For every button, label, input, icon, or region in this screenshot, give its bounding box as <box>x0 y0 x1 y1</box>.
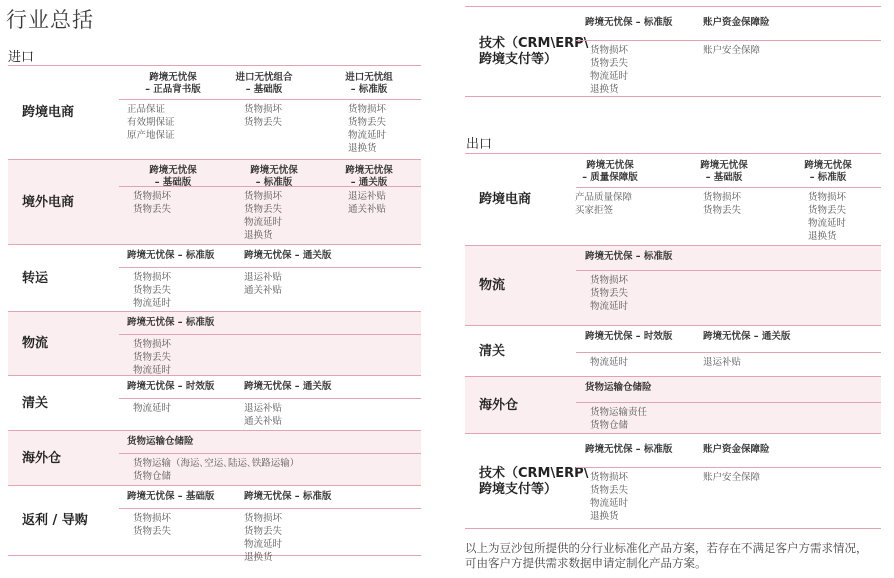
row-category-line: 跨境电商 <box>479 192 532 207</box>
product-header-line: – 基础版 <box>245 84 283 95</box>
coverage-item: 物流延时 <box>133 403 172 414</box>
row-category-line: 技术（CRM\ERP\ <box>479 465 589 481</box>
coverage-list <box>590 406 647 432</box>
product-header-line: 跨境无忧保 – 时效版 <box>585 331 673 342</box>
header-divider <box>576 40 881 41</box>
row-category-line: 清关 <box>22 395 49 411</box>
import-table <box>8 65 421 563</box>
page-title: 行业总括 <box>6 8 94 32</box>
coverage-list <box>133 457 299 483</box>
header-divider <box>119 508 421 509</box>
product-header-line: 跨境无忧保 – 标准版 <box>585 251 673 262</box>
coverage-list <box>590 44 628 96</box>
coverage-item: 账户安全保障 <box>703 472 761 483</box>
row-category-line: 转运 <box>22 270 49 286</box>
coverage-item: 货物丢失 <box>133 352 172 363</box>
product-header-line: – 通关版 <box>350 177 388 188</box>
product-header <box>664 160 784 184</box>
export-section-label: 出口 <box>466 137 493 152</box>
product-header-line: 货物运输仓储险 <box>585 382 652 393</box>
coverage-item: 货物损坏 <box>244 104 283 115</box>
coverage-item: 货物丢失 <box>133 526 172 537</box>
table-row <box>465 7 881 97</box>
coverage-item: 货物丢失 <box>590 485 629 496</box>
header-divider <box>576 187 881 188</box>
product-header-line: 跨境无忧保 – 通关版 <box>703 331 791 342</box>
header-divider <box>119 453 421 454</box>
coverage-list <box>808 191 846 243</box>
row-category <box>22 336 48 352</box>
product-header-line: 账户资金保障险 <box>703 17 770 28</box>
coverage-list <box>590 471 628 523</box>
coverage-item: 货物损坏 <box>133 191 172 202</box>
coverage-item: 物流延时 <box>590 498 629 509</box>
table-row <box>465 434 881 529</box>
coverage-item: 货物损坏 <box>590 275 629 286</box>
table-row <box>465 154 881 246</box>
coverage-item: 货物损坏 <box>244 513 283 524</box>
row-category-line: 技术（CRM\ERP\ <box>479 36 589 51</box>
row-category <box>22 513 88 529</box>
row-category <box>22 271 48 287</box>
coverage-item: 物流延时 <box>590 357 629 368</box>
coverage-list <box>348 190 386 216</box>
row-category <box>479 36 588 68</box>
product-header-line: 跨境无忧保 – 基础版 <box>127 491 215 502</box>
row-category <box>479 398 518 414</box>
coverage-item: 退换货 <box>808 231 837 242</box>
product-header-line: – 标准版 <box>255 177 293 188</box>
header-divider <box>119 398 421 399</box>
coverage-item: 产品质量保障 <box>575 192 633 203</box>
export-table <box>465 153 881 529</box>
coverage-item: 物流延时 <box>590 71 629 82</box>
coverage-item: 货物损坏 <box>590 45 629 56</box>
coverage-item: 货物丢失 <box>244 117 283 128</box>
product-header-line: – 标准版 <box>350 84 388 95</box>
import-section-label: 进口 <box>8 50 35 65</box>
coverage-item: 正品保证 <box>127 104 166 115</box>
product-header-line: 跨境无忧保 – 时效版 <box>127 381 215 392</box>
table-row <box>8 245 421 312</box>
coverage-item: 通关补贴 <box>244 416 283 427</box>
product-header <box>244 491 331 503</box>
row-category-line: 跨境电商 <box>22 105 75 120</box>
coverage-item: 退换货 <box>244 552 273 563</box>
coverage-list <box>244 103 282 129</box>
coverage-list <box>703 471 760 484</box>
coverage-item: 有效期保证 <box>127 117 175 128</box>
row-category-line: 跨境支付等） <box>479 52 558 67</box>
coverage-item: 货物丢失 <box>133 204 172 215</box>
product-header <box>127 436 194 448</box>
product-header <box>585 251 672 263</box>
coverage-item: 货物损坏 <box>244 191 283 202</box>
coverage-list <box>575 191 632 217</box>
table-row <box>8 312 421 376</box>
coverage-item: 货物丢失 <box>808 205 847 216</box>
row-category <box>479 344 505 360</box>
product-header-line: 跨境无忧保 – 标准版 <box>585 17 673 28</box>
coverage-item: 货物丢失 <box>703 205 742 216</box>
coverage-list <box>244 190 282 242</box>
row-category <box>479 278 505 294</box>
row-category-line: 返利 / 导购 <box>22 513 88 528</box>
coverage-item: 原产地保证 <box>127 130 175 141</box>
coverage-item: 货物丢失 <box>348 117 387 128</box>
table-row <box>465 377 881 434</box>
table-row <box>8 66 421 160</box>
coverage-item: 退运补贴 <box>244 403 283 414</box>
product-header-line: 跨境无忧保 – 标准版 <box>585 444 673 455</box>
coverage-list <box>244 512 282 564</box>
coverage-item: 货物损坏 <box>808 192 847 203</box>
coverage-item: 物流延时 <box>133 298 172 309</box>
header-divider <box>576 467 881 468</box>
coverage-item: 退运补贴 <box>244 272 283 283</box>
product-header-line: 账户资金保障险 <box>703 444 770 455</box>
coverage-item: 货物仓储 <box>133 471 172 482</box>
row-category <box>22 195 74 211</box>
product-header-line: – 基础版 <box>705 172 743 183</box>
product-header <box>127 250 214 262</box>
header-divider <box>119 267 421 268</box>
top-right-table <box>465 6 881 97</box>
product-header-line: – 标准版 <box>809 172 847 183</box>
product-header <box>127 381 214 393</box>
product-header <box>244 250 331 262</box>
product-header-line: 跨境无忧保 – 通关版 <box>244 250 332 261</box>
coverage-list <box>133 190 171 216</box>
coverage-item: 通关补贴 <box>348 204 387 215</box>
coverage-item: 通关补贴 <box>244 285 283 296</box>
coverage-item: 物流延时 <box>133 365 172 376</box>
row-category <box>479 192 531 208</box>
coverage-item: 货物丢失 <box>590 58 629 69</box>
row-category-line: 物流 <box>22 336 49 351</box>
coverage-item: 物流延时 <box>244 539 283 550</box>
table-row <box>8 486 421 563</box>
coverage-list <box>244 271 282 297</box>
coverage-list <box>703 191 741 217</box>
coverage-item: 物流延时 <box>348 130 387 141</box>
coverage-item: 退换货 <box>348 143 377 154</box>
coverage-item: 货物损坏 <box>133 339 172 350</box>
product-header <box>550 160 670 184</box>
row-category-line: 跨境支付等） <box>479 481 558 497</box>
table-row <box>465 326 881 377</box>
footnote-line: 以上为豆沙包所提供的分行业标准化产品方案，若存在不满足客户方需求情况， <box>465 541 868 555</box>
product-header-line: 跨境无忧保 <box>586 160 634 171</box>
coverage-item: 货物损坏 <box>348 104 387 115</box>
table-row <box>465 246 881 326</box>
product-header-line: – 正品背书版 <box>145 84 201 95</box>
coverage-item: 退运补贴 <box>703 357 742 368</box>
coverage-item: 货物丢失 <box>590 288 629 299</box>
product-header-line: 进口无忧组 <box>345 72 393 83</box>
product-header-line: 跨境无忧保 – 标准版 <box>244 491 332 502</box>
product-header <box>585 17 672 29</box>
product-header <box>244 381 331 393</box>
coverage-item: 买家拒签 <box>575 205 614 216</box>
row-category <box>22 451 61 467</box>
product-header-line: 跨境无忧保 <box>804 160 852 171</box>
product-header <box>127 491 214 503</box>
product-header <box>703 444 770 456</box>
row-category <box>22 105 74 121</box>
header-divider <box>576 352 881 353</box>
coverage-item: 货物丢失 <box>244 204 283 215</box>
coverage-list <box>348 103 386 155</box>
product-header <box>703 17 770 29</box>
coverage-item: 物流延时 <box>244 217 283 228</box>
product-header-line: 跨境无忧保 <box>700 160 748 171</box>
product-header-line: 跨境无忧保 <box>345 165 393 176</box>
footnote <box>465 541 868 571</box>
coverage-list <box>133 512 171 538</box>
row-category <box>22 396 48 412</box>
product-header-line: 跨境无忧保 – 标准版 <box>127 250 215 261</box>
product-header <box>127 317 214 329</box>
footnote-line: 可由客户方提供需求数据申请定制化产品方案。 <box>465 556 707 570</box>
table-row <box>8 431 421 486</box>
coverage-item: 货物丢失 <box>133 285 172 296</box>
product-header-line: 货物运输仓储险 <box>127 436 194 447</box>
product-header-line: 跨境无忧保 – 通关版 <box>244 381 332 392</box>
coverage-item: 货物损坏 <box>133 513 172 524</box>
product-header-line: 跨境无忧保 <box>149 72 197 83</box>
coverage-item: 货物损坏 <box>590 472 629 483</box>
header-divider <box>576 402 881 403</box>
coverage-list <box>244 402 282 428</box>
coverage-item: 货物损坏 <box>703 192 742 203</box>
coverage-item: 货物运输责任 <box>590 407 648 418</box>
product-header-line: 跨境无忧保 <box>250 165 298 176</box>
coverage-item: 账户安全保障 <box>703 45 761 56</box>
product-header-line: 进口无忧组合 <box>235 72 293 83</box>
product-header-line: – 基础版 <box>154 177 192 188</box>
coverage-list <box>133 402 171 415</box>
coverage-list <box>590 356 628 369</box>
product-header <box>585 382 652 394</box>
product-header-line: – 质量保障版 <box>582 172 638 183</box>
product-header <box>768 160 888 184</box>
product-header <box>204 72 324 96</box>
coverage-item: 货物损坏 <box>133 272 172 283</box>
coverage-item: 退换货 <box>590 84 619 95</box>
row-category-line: 清关 <box>479 343 506 359</box>
coverage-list <box>127 103 175 142</box>
product-header <box>309 72 429 96</box>
coverage-item: 物流延时 <box>808 218 847 229</box>
row-category-line: 境外电商 <box>22 194 75 210</box>
coverage-item: 货物仓储 <box>590 420 629 431</box>
product-header-line: 跨境无忧保 – 标准版 <box>127 317 215 328</box>
header-divider <box>119 334 421 335</box>
product-header-line: 跨境无忧保 <box>149 165 197 176</box>
table-row <box>8 376 421 431</box>
coverage-item: 物流延时 <box>590 301 629 312</box>
row-category-line: 海外仓 <box>479 397 519 413</box>
coverage-list <box>703 356 741 369</box>
coverage-item: 退运补贴 <box>348 191 387 202</box>
coverage-item: 退换货 <box>590 511 619 522</box>
product-header <box>703 331 790 343</box>
header-divider <box>576 270 881 271</box>
header-divider <box>119 99 421 100</box>
row-category <box>479 466 588 498</box>
coverage-list <box>133 338 171 377</box>
coverage-item: 货物运输（海运､空运､陆运､铁路运输） <box>133 458 300 469</box>
coverage-list <box>590 274 628 313</box>
row-category-line: 物流 <box>479 278 506 293</box>
coverage-list <box>703 44 760 57</box>
product-header <box>585 444 672 456</box>
row-category-line: 海外仓 <box>22 450 62 466</box>
coverage-item: 退换货 <box>244 230 273 241</box>
product-header <box>585 331 672 343</box>
product-header <box>309 165 429 189</box>
coverage-list <box>133 271 171 310</box>
table-row <box>8 160 421 245</box>
coverage-item: 货物丢失 <box>244 526 283 537</box>
